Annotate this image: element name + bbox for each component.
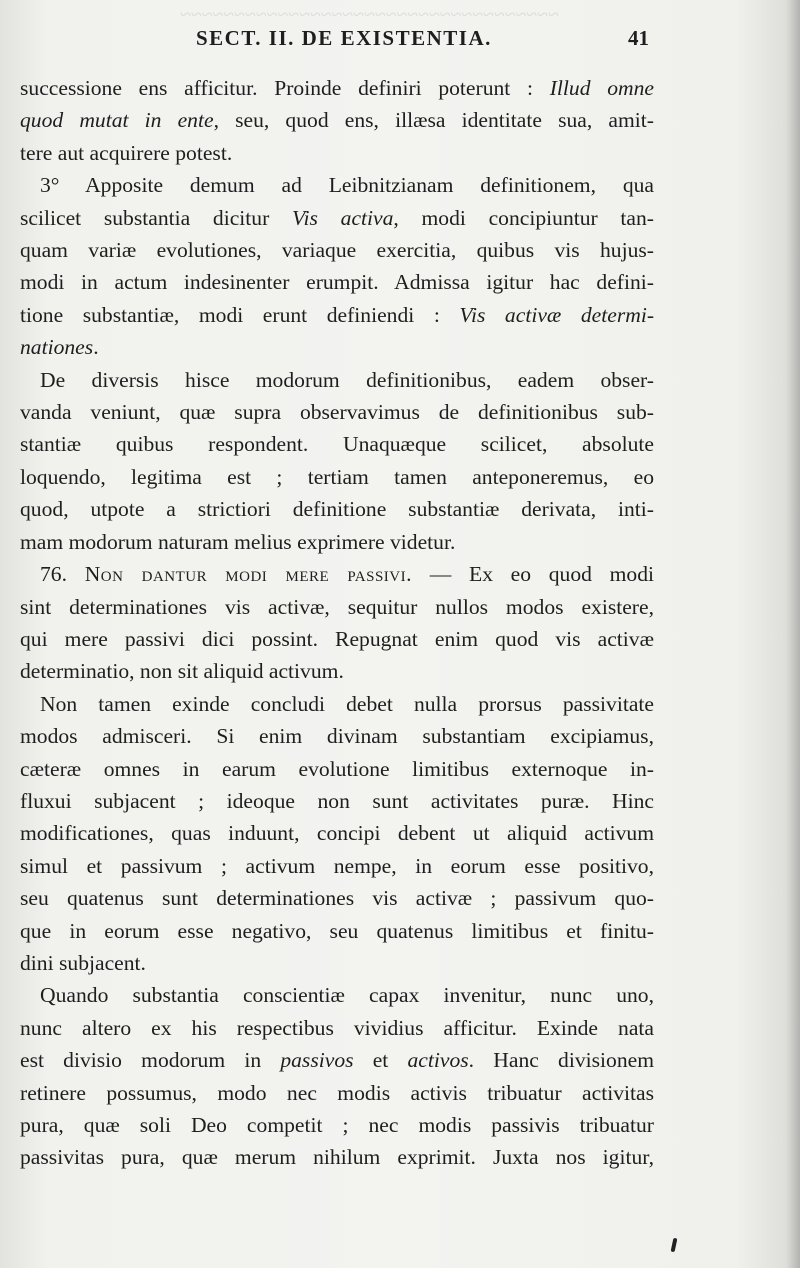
ink-mark xyxy=(671,1238,678,1253)
text-line: simul et passivum ; activum nempe, in eorum esse positivo, xyxy=(20,853,654,878)
text-line: modos admisceri. Si enim divinam substantiam excipiamus, xyxy=(20,724,654,749)
text-line: est divisio modorum in passivos et activos. Hanc divisionem xyxy=(20,1048,654,1073)
paragraph xyxy=(20,979,654,1173)
text-line: tione substantiæ, modi erunt definiendi : Vis activæ determi- xyxy=(20,302,655,327)
running-title: SECT. II. DE EXISTENTIA. xyxy=(196,26,492,50)
italic-phrase: Illud omne xyxy=(549,76,654,100)
text-line: quam variæ evolutiones, variaque exercitia, quibus vis hujus- xyxy=(20,238,654,263)
paragraph xyxy=(20,364,654,558)
text-line: qui mere passivi dici possint. Repugnat enim quod vis activæ xyxy=(20,626,654,651)
text-line: Quando substantia conscientiæ capax invenitur, nunc uno, xyxy=(40,983,654,1008)
page-spine-shadow xyxy=(786,0,800,1268)
text-line: tere aut acquirere potest. xyxy=(20,140,233,165)
text-line: stantiæ quibus respondent. Unaquæque scilicet, absolute xyxy=(20,432,654,457)
page-number: 41 xyxy=(628,26,649,50)
text-line: vanda veniunt, quæ supra observavimus de definitionibus sub- xyxy=(20,400,654,425)
paragraph xyxy=(20,688,654,980)
paragraph xyxy=(20,72,654,169)
text-line: que in eorum esse negativo, seu quatenus limitibus et finitu- xyxy=(20,918,654,943)
italic-phrase: activos xyxy=(407,1048,469,1073)
text-line: modi in actum indesinenter erumpit. Admissa igitur hac defini- xyxy=(20,270,654,295)
section-number: 76. xyxy=(40,562,67,587)
text-line: passivitas pura, quæ merum nihilum exprimit. Juxta nos igitur, xyxy=(20,1145,654,1170)
italic-phrase: quod mutat in ente xyxy=(20,108,214,133)
text-line: nationes. xyxy=(20,335,99,360)
text-line: successione ens afficitur. Proinde definiri poterunt : Illud omne xyxy=(20,76,654,100)
text-line: Non tamen exinde concludi debet nulla prorsus passivitate xyxy=(40,691,654,716)
text-line: loquendo, legitima est ; tertiam tamen anteponeremus, eo xyxy=(20,464,654,489)
text-line: retinere possumus, modo nec modis activis tribuatur activitas xyxy=(20,1080,654,1105)
body-text xyxy=(20,72,654,1174)
text-line: 76. Non dantur modi mere passivi. — Ex eo quod modi xyxy=(40,562,654,587)
page-header xyxy=(0,26,800,56)
text-line: quod mutat in ente, seu, quod ens, illæsa identitate sua, amit- xyxy=(20,108,654,133)
italic-phrase: passivos xyxy=(280,1048,354,1073)
text-line: modificationes, quas induunt, concipi debent ut aliquid activum xyxy=(20,821,654,846)
text-line: De diversis hisce modorum definitionibus, eadem obser- xyxy=(40,367,654,392)
text-line: determinatio, non sit aliquid activum. xyxy=(20,659,344,684)
text-line: quod, utpote a strictiori definitione substantiæ derivata, inti- xyxy=(20,497,654,522)
text-line: fluxui subjacent ; ideoque non sunt activitates puræ. Hinc xyxy=(20,788,654,813)
text-line: scilicet substantia dicitur Vis activa, modi concipiuntur tan- xyxy=(20,205,654,230)
text-line: mam modorum naturam melius exprimere videtur. xyxy=(20,529,456,554)
italic-phrase: nationes xyxy=(20,335,94,360)
text-line: seu quatenus sunt determinationes vis activæ ; passivum quo- xyxy=(20,886,654,911)
section-paragraph xyxy=(20,558,654,688)
paragraph xyxy=(20,169,654,363)
text-line: nunc altero ex his respectibus vividius afficitur. Exinde nata xyxy=(20,1015,654,1040)
text-line: sint determinationes vis activæ, sequitur nullos modos existere, xyxy=(20,594,654,619)
text-line: pura, quæ soli Deo competit ; nec modis passivis tribuatur xyxy=(20,1113,654,1137)
section-heading: Non dantur modi mere passivi. xyxy=(84,562,413,587)
text-line: dini subjacent. xyxy=(20,950,146,975)
italic-phrase: Vis activæ determi- xyxy=(459,302,655,327)
show-through-text: ~~~~~~~~~~~~~~~~~~~~~~~~~~~~~~~~~~~ xyxy=(180,4,559,26)
italic-phrase: Vis activa xyxy=(291,205,394,230)
text-line: 3° Apposite demum ad Leibnitzianam definitionem, qua xyxy=(40,173,654,198)
text-line: cæteræ omnes in earum evolutione limitibus externoque in- xyxy=(20,756,654,781)
